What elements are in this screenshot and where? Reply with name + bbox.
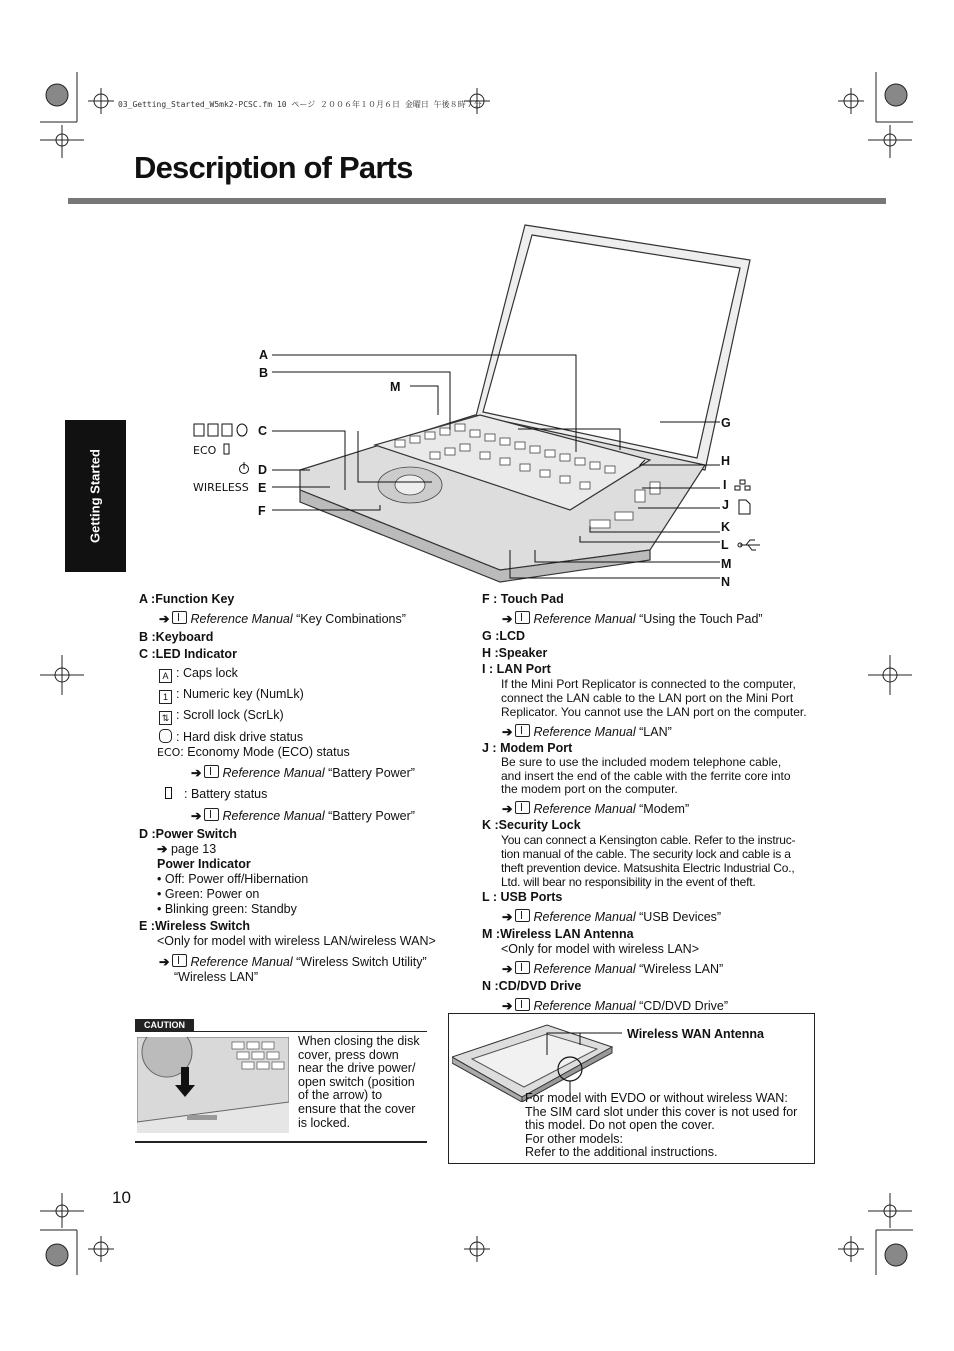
caution-line: is locked. [298,1115,351,1130]
label-m: M [721,557,732,571]
c-label: C : [139,647,156,661]
j-text-line: Be sure to use the included modem telephone cable, [501,755,782,769]
title-rule [68,198,886,204]
k-text-line: You can connect a Kensington cable. Refer to the instruc- [501,832,796,847]
i-ref-text: “LAN” [639,725,672,739]
k-text-line: theft prevention device. Matsushita Electric Industrial Co., [501,860,795,875]
l-label: L : [482,889,498,904]
lan-icon [735,480,750,490]
j-text-line: the modem port on the computer. [501,782,678,796]
h-label: H : [482,646,499,660]
a-title: Function Key [155,592,235,606]
usb-icon [738,540,760,550]
wan-text [525,1092,810,1160]
battery-icon [165,787,172,799]
caution-text [298,1035,428,1130]
g-label: G : [482,629,500,643]
wan-line: For model with EVDO or without wireless WAN: [525,1091,788,1105]
caution-line: ensure that the cover [298,1101,416,1116]
caps-lock-icon [194,424,204,436]
eco-label: ECO [193,444,217,457]
j-ref-italic: Reference Manual [533,801,636,816]
e-ref-italic: Reference Manual [190,955,293,969]
caution-line: of the arrow) to [298,1088,383,1103]
battery-text: : Battery status [184,787,268,801]
d-item: • Green: Power on [157,887,260,901]
eco-ref-italic: Reference Manual [222,766,325,780]
file-header: 03_Getting_Started_W5mk2-PCSC.fm 10 ページ ２００６年１０月６日 金曜日 午後８時７分 [118,100,482,109]
l-title: USB Ports [500,889,563,904]
d-sub-title: Power Indicator [157,857,251,871]
wireless-label: WIRELESS [193,481,249,494]
label-j: J [722,498,729,512]
wan-line: The SIM card slot under this cover is not used for [525,1104,798,1119]
wan-line: this model. Do not open the cover. [525,1118,715,1133]
scroll-lock-icon [222,424,232,436]
m-ref-text: “Wireless LAN” [639,961,724,976]
book-icon [515,724,530,737]
eco-text: : Economy Mode (ECO) status [180,745,350,759]
i-ref-italic: Reference Manual [533,725,636,739]
eco-ref-text: “Battery Power” [328,766,415,780]
d-ref: page 13 [170,842,217,856]
num-lock-icon: 1 [159,690,172,704]
j-text-line: and insert the end of the cable with the ferrite core into [501,768,791,783]
i-label: I : [482,662,494,676]
m-note: <Only for model with wireless LAN> [501,941,699,956]
d-item: • Blinking green: Standby [157,902,297,916]
i-text-line: Replicator. You cannot use the LAN port on the computer. [501,705,807,719]
num-text: : Numeric key (NumLk) [176,687,304,701]
h-title: Speaker [498,646,548,660]
caution-line: open switch (position [298,1074,415,1089]
j-title: Modem Port [500,741,573,755]
page-title: Description of Parts [134,150,413,185]
e-note: <Only for model with wireless LAN/wireless WAN> [157,934,436,948]
laptop-diagram [180,220,780,595]
num-lock-icon [208,424,218,436]
k-title: Security Lock [498,817,581,832]
b-title: Keyboard [155,630,214,644]
m-ref-italic: Reference Manual [533,961,636,976]
book-icon [172,954,187,967]
label-f: F [258,504,266,518]
caution-illustration [137,1037,289,1133]
scroll-lock-icon: ⇅ [159,711,172,725]
j-ref-text: “Modem” [639,801,690,816]
label-n: N [721,575,731,589]
a-ref-italic: Reference Manual [190,612,293,626]
wan-line: Refer to the additional instructions. [525,1145,718,1160]
b-label: B : [139,630,156,644]
book-icon [515,611,530,624]
book-icon [515,801,530,814]
caution-line: near the drive power/ [298,1061,416,1076]
k-text-line: Ltd. will bear no responsibility in the event of theft. [501,874,756,889]
battery-ref-italic: Reference Manual [222,809,325,823]
caution-line: cover, press down [298,1047,399,1062]
book-icon [204,765,219,778]
m-label: M : [482,926,501,941]
right-column: F : Touch Pad ➔ Reference Manual “Using the Touch Pad” G :LCD H :Speaker I : LAN Port If the Mini Port Replicator is connected to the computer, connect the LAN cable to the LAN port on the Mini Port Replicator. You cannot use the LAN port on the computer. ➔ Reference Manual “LAN” J : Modem Port Be sure to use the included modem telephone cable, and insert the end of the cable with the ferrite core into the modem port on the computer. ➔ Reference Manual “Modem” K :Security Lock You can connect a Kensington cable. Refer to the instruc- tion manual of the cable. The security lock and cable is a theft prevention device. Matsushita Electric Industrial Co., Ltd. will bear no responsibility in the event of theft. L : USB Ports ➔ Reference Manual “USB Devices” M :Wireless LAN Antenna <Only for model with wireless LAN> ➔ Reference Manual “Wireless LAN” N :CD/DVD Drive ➔ Reference Manual “CD/DVD Drive” [482,592,822,1014]
e-ref-text2: “Wireless LAN” [174,970,259,984]
e-ref-text: “Wireless Switch Utility” [296,955,427,969]
caution-divider [135,1031,427,1032]
d-item: • Off: Power off/Hibernation [157,872,309,886]
scroll-text: : Scroll lock (ScrLk) [176,708,284,722]
book-icon [172,611,187,624]
wan-illustration [452,1017,622,1102]
modem-icon [739,500,750,514]
label-e: E [258,481,267,495]
hdd-icon [237,424,247,436]
side-tab-label: Getting Started [87,449,103,543]
eco-icon: ECO [157,746,181,759]
book-icon [515,961,530,974]
f-label: F : [482,592,498,606]
n-ref-italic: Reference Manual [533,998,636,1013]
l-ref-text: “USB Devices” [639,909,722,924]
hdd-icon [159,729,172,743]
k-text-line: tion manual of the cable. The security lock and cable is a [501,846,791,861]
caution-line: When closing the disk [298,1034,420,1048]
book-icon [515,909,530,922]
e-label: E : [139,919,155,933]
n-ref-text: “CD/DVD Drive” [639,998,729,1013]
hdd-text: : Hard disk drive status [176,730,304,744]
label-i: I [723,478,727,492]
f-title: Touch Pad [500,592,564,606]
battery-ref-text: “Battery Power” [328,809,415,823]
label-g: G [721,416,731,430]
n-title: CD/DVD Drive [498,978,582,993]
battery-icon [224,444,229,454]
e-title: Wireless Switch [154,919,251,933]
d-title: Power Switch [155,827,237,841]
left-column: A :Function Key ➔ Reference Manual “Key Combinations” B :Keyboard C :LED Indicator A : Caps lock 1 : Numeric key (NumLk) ⇅ : Scroll lock (ScrLk) : Hard disk drive status ECO: Economy Mode (ECO) status ➔ Reference Manual “Battery Power” : Battery status ➔ Reference Manual “Battery Power” D :Power Switch ➔ page 13 Power Indicator • Off: Power off/Hibernation • Green: Power on • Blinking green: Standby E :Wireless Switch <Only for model with wireless LAN/wireless WAN> ➔ Reference Manual “Wireless Switch Utility” “Wireless LAN” [139,592,459,985]
book-icon [515,998,530,1011]
f-ref-italic: Reference Manual [533,612,636,626]
j-label: J : [482,741,497,755]
m-title: Wireless LAN Antenna [500,926,634,941]
label-a: A [259,348,269,362]
n-label: N : [482,978,499,993]
a-ref-text: “Key Combinations” [296,612,406,626]
l-ref-italic: Reference Manual [533,909,636,924]
wan-line: For other models: [525,1131,623,1146]
page-number: 10 [112,1188,131,1207]
caps-lock-icon: A [159,669,172,683]
label-l: L [721,538,729,552]
label-d: D [258,463,268,477]
a-label: A : [139,592,156,606]
k-label: K : [482,817,499,832]
label-h: H [721,454,731,468]
caution-bottom-rule [135,1141,427,1143]
label-c: C [258,424,268,438]
label-m-top: M [390,380,401,394]
caution-tag: CAUTION [135,1019,194,1031]
wan-title: Wireless WAN Antenna [627,1027,764,1041]
i-text-line: If the Mini Port Replicator is connected to the computer, [501,677,796,691]
f-ref-text: “Using the Touch Pad” [639,612,763,626]
caps-text: : Caps lock [176,666,238,680]
side-tab [65,420,126,572]
i-title: LAN Port [496,662,551,676]
label-b: B [259,366,269,380]
c-title: LED Indicator [155,647,237,661]
g-title: LCD [499,629,526,643]
label-k: K [721,520,731,534]
book-icon [204,808,219,821]
d-label: D : [139,827,156,841]
i-text-line: connect the LAN cable to the LAN port on the Mini Port [501,691,794,705]
